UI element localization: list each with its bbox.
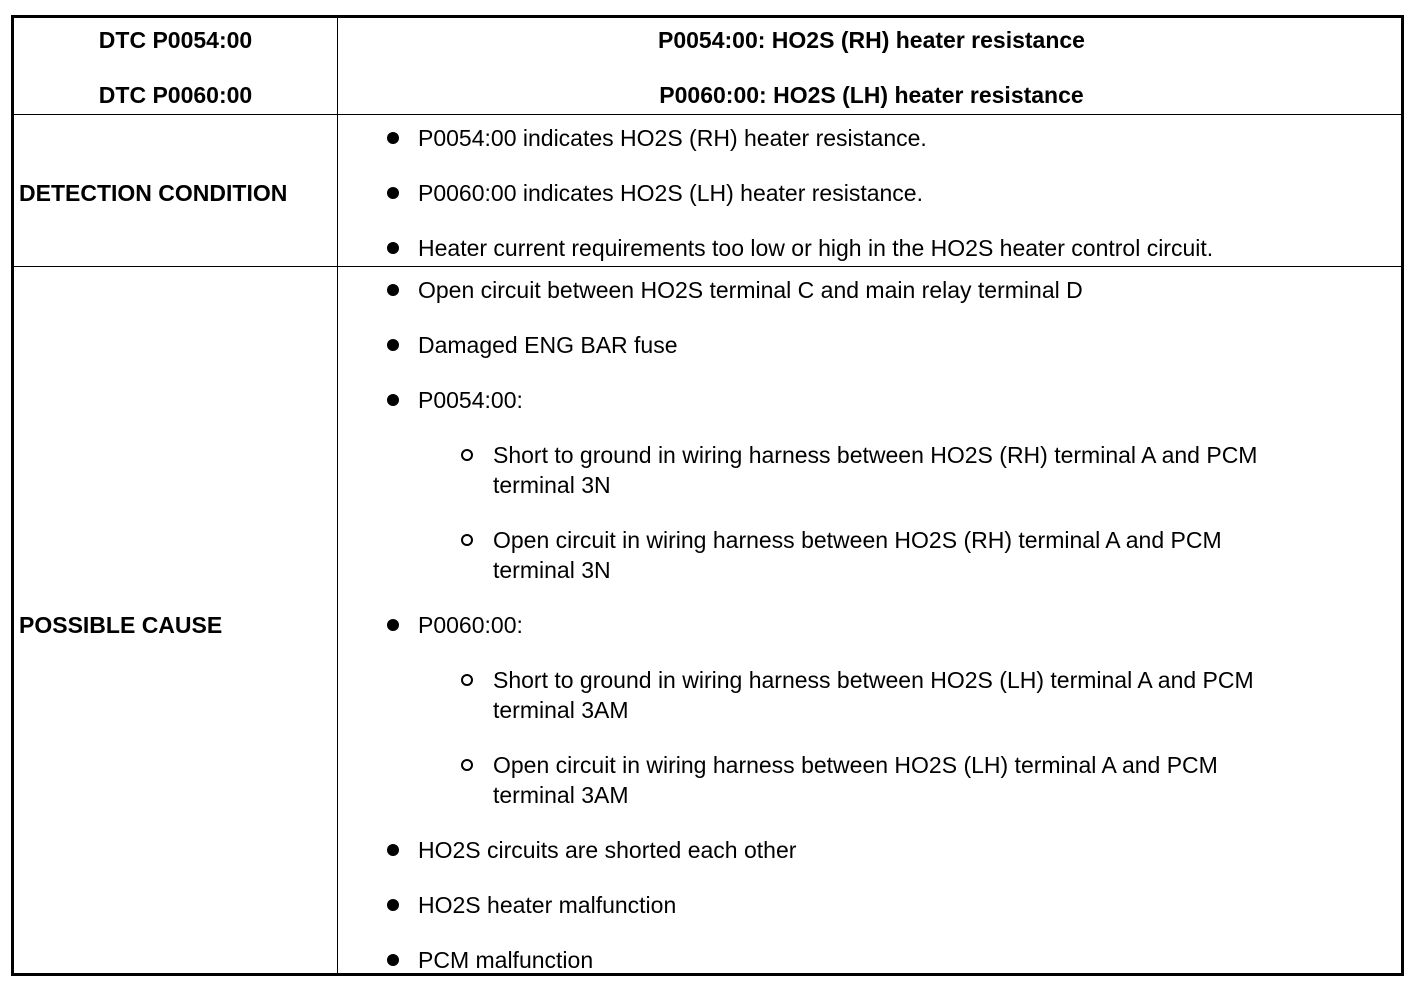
bullet-icon: [387, 132, 399, 144]
dtc-table: [11, 15, 1404, 976]
bullet-icon: [387, 899, 399, 911]
header-dtc-code-1: DTC P0054:00: [98, 27, 253, 53]
cause-subitem-line: terminal 3AM: [493, 697, 629, 723]
cause-item: P0054:00:: [418, 387, 523, 413]
sub-bullet-icon: [461, 759, 473, 771]
sub-bullet-icon: [461, 534, 473, 546]
bullet-icon: [387, 954, 399, 966]
detection-condition-label: DETECTION CONDITION: [19, 180, 288, 206]
cause-subitem-line: Open circuit in wiring harness between HO2S (RH) terminal A and PCM: [493, 527, 1222, 553]
header-dtc-desc-2: P0060:00: HO2S (LH) heater resistance: [659, 82, 1084, 108]
row-divider-detection: [14, 266, 1401, 267]
bullet-icon: [387, 844, 399, 856]
bullet-icon: [387, 284, 399, 296]
bullet-icon: [387, 394, 399, 406]
cause-subitem-line: terminal 3N: [493, 472, 611, 498]
bullet-icon: [387, 242, 399, 254]
sub-bullet-icon: [461, 674, 473, 686]
sub-bullet-icon: [461, 449, 473, 461]
header-dtc-desc-1: P0054:00: HO2S (RH) heater resistance: [658, 27, 1085, 53]
detection-item: P0060:00 indicates HO2S (LH) heater resistance.: [418, 180, 923, 206]
cause-item: P0060:00:: [418, 612, 523, 638]
cause-subitem-line: terminal 3N: [493, 557, 611, 583]
cause-subitem-line: Short to ground in wiring harness between HO2S (LH) terminal A and PCM: [493, 667, 1254, 693]
cause-item: HO2S circuits are shorted each other: [418, 837, 797, 863]
bullet-icon: [387, 619, 399, 631]
bullet-icon: [387, 339, 399, 351]
column-divider: [337, 18, 338, 973]
detection-item: Heater current requirements too low or high in the HO2S heater control circuit.: [418, 235, 1214, 261]
possible-cause-label: POSSIBLE CAUSE: [19, 612, 223, 638]
row-divider-header: [14, 114, 1401, 115]
cause-item: PCM malfunction: [418, 947, 594, 973]
cause-subitem-line: terminal 3AM: [493, 782, 629, 808]
cause-subitem-line: Short to ground in wiring harness between HO2S (RH) terminal A and PCM: [493, 442, 1258, 468]
detection-item: P0054:00 indicates HO2S (RH) heater resistance.: [418, 125, 927, 151]
cause-item: Open circuit between HO2S terminal C and main relay terminal D: [418, 277, 1083, 303]
header-dtc-code-2: DTC P0060:00: [98, 82, 253, 108]
cause-item: Damaged ENG BAR fuse: [418, 332, 678, 358]
cause-subitem-line: Open circuit in wiring harness between HO2S (LH) terminal A and PCM: [493, 752, 1218, 778]
bullet-icon: [387, 187, 399, 199]
cause-item: HO2S heater malfunction: [418, 892, 677, 918]
